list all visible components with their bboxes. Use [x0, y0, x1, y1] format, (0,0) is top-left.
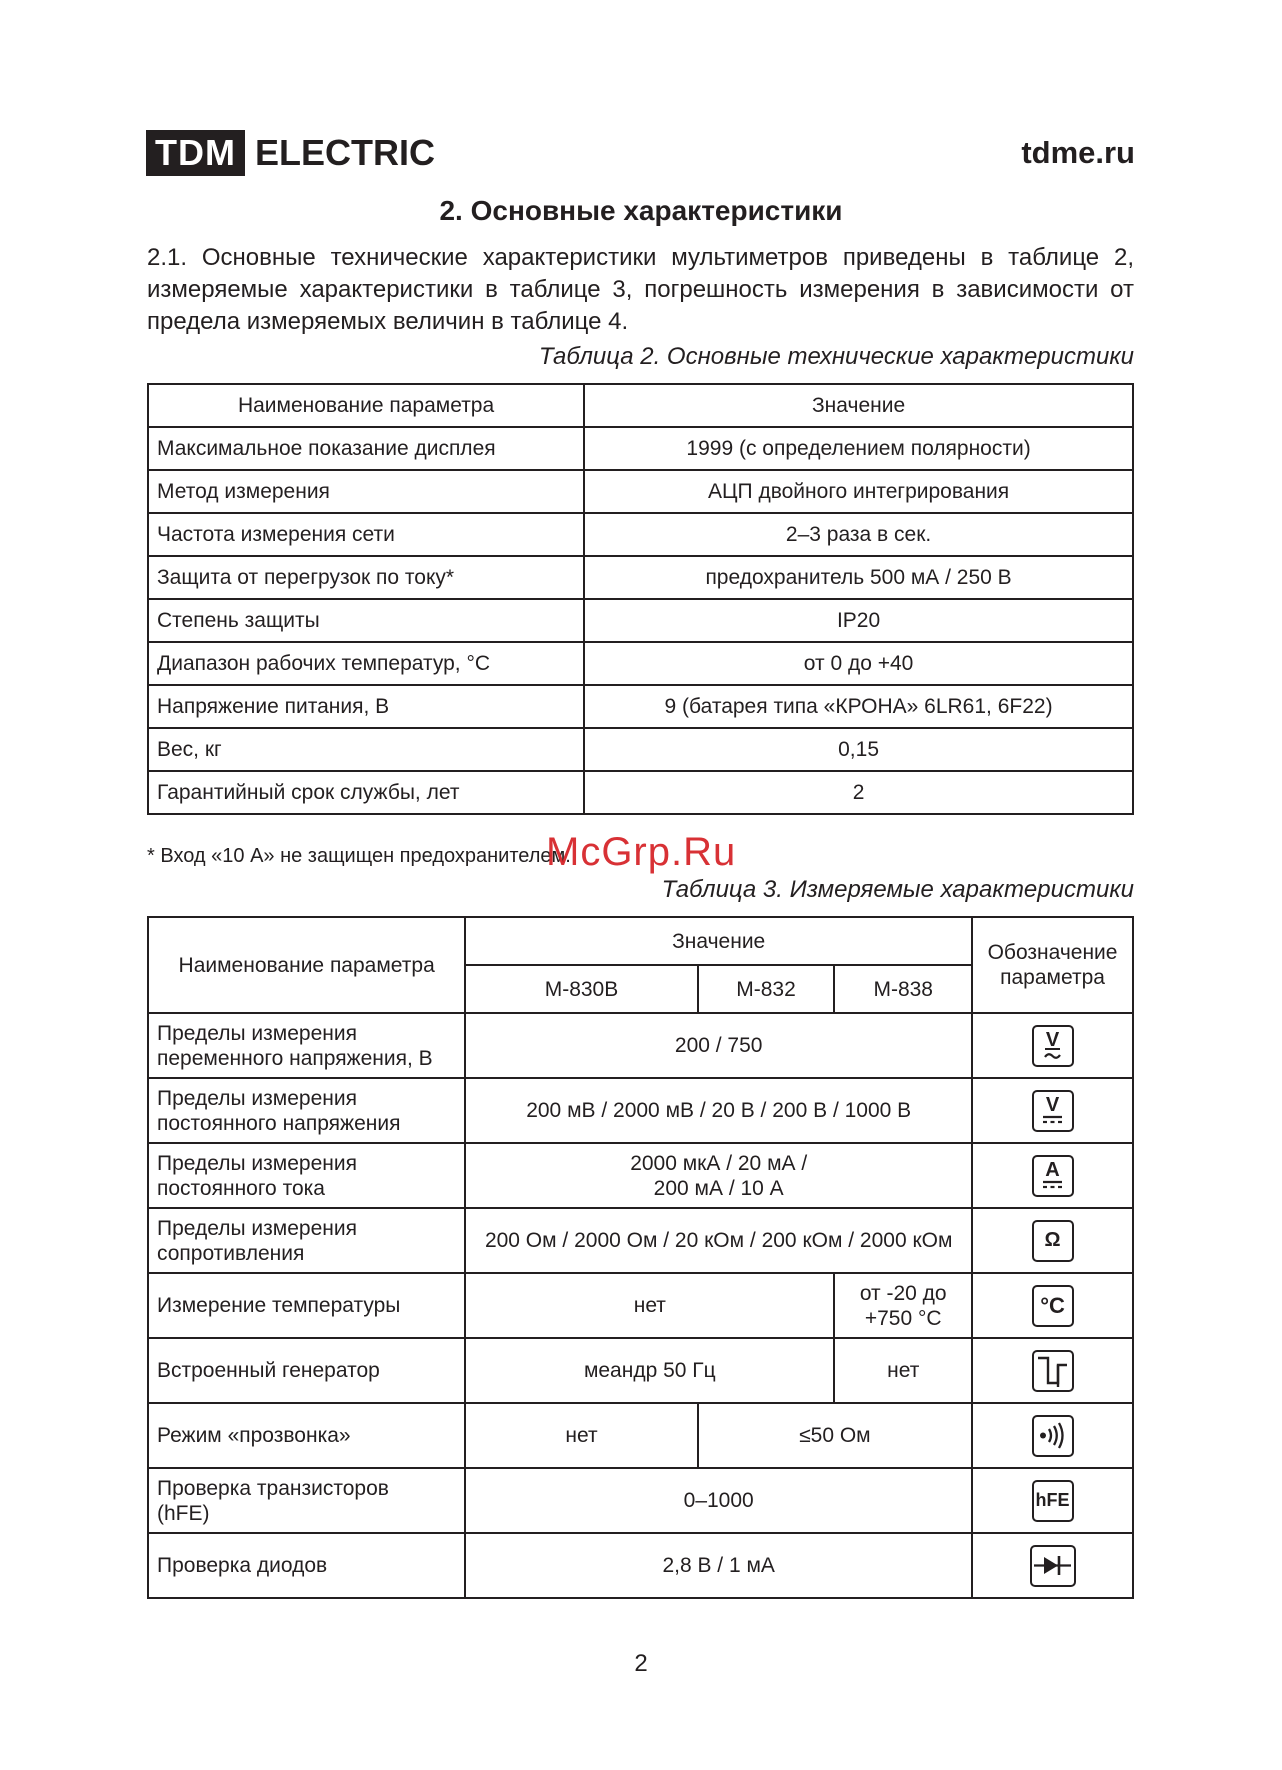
watermark: McGrp.Ru [546, 830, 737, 874]
row-value: 200 Ом / 2000 Ом / 20 кОм / 200 кОм / 2000 кОм [465, 1208, 972, 1273]
ac-voltage-icon [1032, 1025, 1074, 1067]
model-m832: М-832 [698, 965, 835, 1013]
table3 [147, 916, 1134, 1599]
table2-cell: Максимальное показание дисплея [148, 427, 584, 470]
table-row [148, 771, 1133, 814]
row-name: Встроенный генератор [148, 1338, 465, 1403]
table2-header-value: Значение [584, 384, 1133, 427]
row-value: меандр 50 Гц [465, 1338, 834, 1403]
table-row [148, 556, 1133, 599]
row-value: 0–1000 [465, 1468, 972, 1533]
table2-cell: от 0 до +40 [584, 642, 1133, 685]
table-row [148, 685, 1133, 728]
table2-cell: 0,15 [584, 728, 1133, 771]
row-name: Режим «прозвонка» [148, 1403, 465, 1468]
table2-cell: 2 [584, 771, 1133, 814]
table-row [148, 1403, 1133, 1468]
row-value: 2,8 В / 1 мА [465, 1533, 972, 1598]
row-value-line1: от -20 до [859, 1281, 947, 1305]
table2-footnote: * Вход «10 А» не защищен предохранителем. [147, 845, 571, 867]
table2-cell: Частота измерения сети [148, 513, 584, 556]
row-name: Измерение температуры [148, 1273, 465, 1338]
table-row [148, 1468, 1133, 1533]
table2-cell: предохранитель 500 мА / 250 В [584, 556, 1133, 599]
table2-caption: Таблица 2. Основные технические характеристики [538, 343, 1134, 370]
table-row [148, 1338, 1133, 1403]
table2-cell: Напряжение питания, В [148, 685, 584, 728]
buzzer-icon [1032, 1415, 1074, 1457]
row-name: Пределы измерения постоянного напряжения [148, 1078, 465, 1143]
dc-current-icon [1032, 1155, 1074, 1197]
table-row [148, 1273, 1133, 1338]
table-row [148, 642, 1133, 685]
square-wave-icon [1032, 1350, 1074, 1392]
table-row [148, 1208, 1133, 1273]
table2-cell: IP20 [584, 599, 1133, 642]
row-value: нет [465, 1273, 834, 1338]
intro-paragraph: 2.1. Основные технические характеристики мультиметров приведены в таблице 2, измеряемые характеристики в таблице 3, погрешность измерения в зависимости от предела измеряемых величин в таблице 4. [147, 244, 1134, 335]
row-value-line2: 200 мА / 10 А [653, 1176, 784, 1200]
row-name: Пределы измерения сопротивления [148, 1208, 465, 1273]
site-url: tdme.ru [1021, 135, 1135, 170]
hfe-icon: hFE [1032, 1480, 1074, 1522]
row-value-line2: +750 °С [864, 1306, 942, 1330]
table-row [148, 427, 1133, 470]
table3-header-value: Значение [465, 917, 972, 965]
table2-header-row [148, 384, 1133, 427]
table2-cell: 1999 (с определением полярности) [584, 427, 1133, 470]
row-value-line1: 2000 мкА / 20 мА / [630, 1151, 808, 1175]
table2-cell: Степень защиты [148, 599, 584, 642]
celsius-icon: °C [1032, 1285, 1074, 1327]
row-name-line2: (hFE) [157, 1501, 210, 1525]
section-title: 2. Основные характеристики [439, 195, 843, 226]
row-value: нет [834, 1338, 972, 1403]
row-value: ≤50 Ом [698, 1403, 972, 1468]
table-row [148, 1143, 1133, 1208]
logo [146, 130, 435, 176]
row-name: Пределы измерения переменного напряжения, В [148, 1013, 465, 1078]
model-m838: М-838 [834, 965, 972, 1013]
row-value: 200 / 750 [465, 1013, 972, 1078]
table3-caption: Таблица 3. Измеряемые характеристики [661, 876, 1134, 903]
table3-header-param: Наименование параметра [148, 917, 465, 1013]
table3-header-row [148, 917, 1133, 965]
table2 [147, 383, 1134, 815]
table-row [148, 728, 1133, 771]
logo-text: ELECTRIC [254, 132, 435, 173]
dc-voltage-icon [1032, 1090, 1074, 1132]
table2-cell: 2–3 раза в сек. [584, 513, 1133, 556]
table-row [148, 599, 1133, 642]
table2-cell: 9 (батарея типа «КРОНА» 6LR61, 6F22) [584, 685, 1133, 728]
row-value: нет [465, 1403, 697, 1468]
svg-text:V: V [1045, 1028, 1059, 1051]
diode-icon [1030, 1545, 1076, 1587]
table2-cell: Метод измерения [148, 470, 584, 513]
table-row [148, 1078, 1133, 1143]
svg-text:V: V [1045, 1093, 1059, 1116]
table2-cell: АЦП двойного интегрирования [584, 470, 1133, 513]
model-m830b: М-830В [465, 965, 697, 1013]
row-name-line1: Проверка транзисторов [157, 1476, 389, 1500]
table-row [148, 1013, 1133, 1078]
table2-cell: Защита от перегрузок по току* [148, 556, 584, 599]
table-row [148, 513, 1133, 556]
logo-box: TDM [146, 130, 245, 176]
table2-cell: Диапазон рабочих температур, °С [148, 642, 584, 685]
table-row [148, 470, 1133, 513]
page-number: 2 [634, 1650, 648, 1677]
table3-header-symbol: Обозначение параметра [972, 917, 1133, 1013]
svg-text:A: A [1044, 1158, 1060, 1181]
table2-cell: Вес, кг [148, 728, 584, 771]
table2-cell: Гарантийный срок службы, лет [148, 771, 584, 814]
table-row [148, 1533, 1133, 1598]
row-name: Пределы измерения постоянного тока [148, 1143, 465, 1208]
row-value: 200 мВ / 2000 мВ / 20 В / 200 В / 1000 В [465, 1078, 972, 1143]
ohm-icon: Ω [1032, 1220, 1074, 1262]
row-name: Проверка диодов [148, 1533, 465, 1598]
table2-header-param: Наименование параметра [148, 384, 584, 427]
